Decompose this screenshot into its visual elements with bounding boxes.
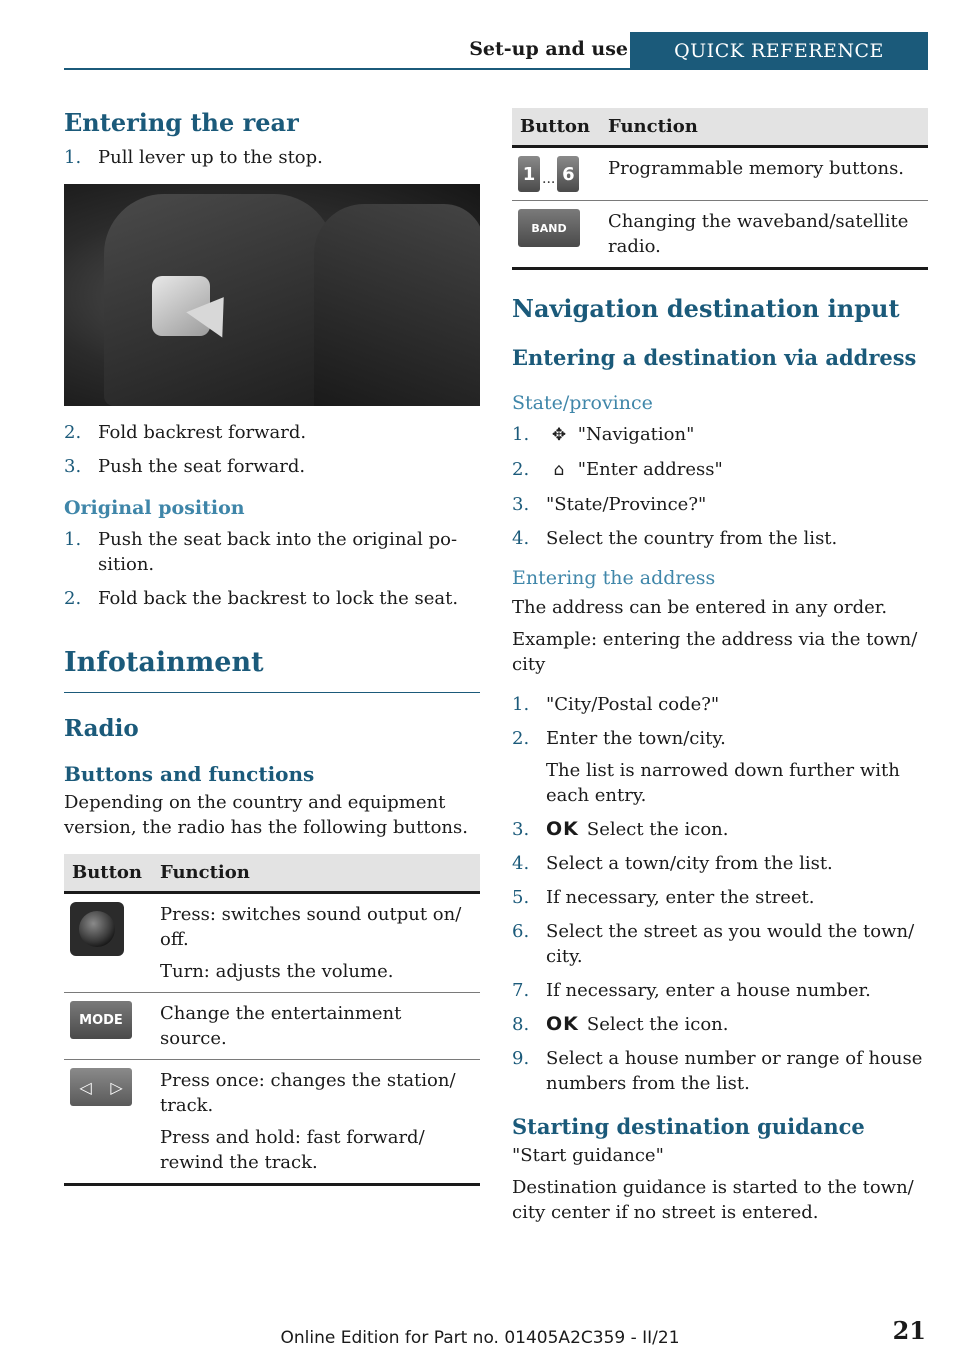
list-item: 2. Fold backrest forward. — [64, 422, 307, 443]
table-row: Press: switches sound output on/ off. Turn: adjusts the volume. — [64, 893, 480, 993]
list-item: 9. Select a house number or range of house numbers from the list. — [512, 1048, 923, 1094]
state-steps — [512, 422, 928, 551]
heading-original-position: Original position — [64, 497, 245, 519]
original-position-steps — [64, 527, 480, 611]
header-rule — [64, 68, 928, 70]
table-row: ◁ ▷ Press once: changes the station/ track. Press and hold: fast forward/ rewind the track. — [64, 1060, 480, 1185]
right-column — [512, 108, 928, 1225]
heading-start-guidance: Starting destination guidance — [512, 1114, 865, 1139]
list-item: 3. "State/Province?" — [512, 494, 707, 515]
seat-shape — [314, 204, 480, 406]
chapter-tab: QUICK REFERENCE — [630, 32, 928, 70]
radio-buttons-table — [64, 854, 480, 1186]
list-item: 3. Push the seat forward. — [64, 456, 306, 477]
memory-buttons-icon: 1 ... 6 — [518, 156, 592, 192]
guidance-paragraph: Destination guidance is started to the town/ city center if no street is entered. — [512, 1177, 914, 1223]
address-steps — [512, 692, 928, 1096]
list-item: 1. Push the seat back into the original po‐ sition. — [64, 529, 458, 575]
seek-back-icon: ◁ — [79, 1077, 92, 1097]
list-item: 1. ✥ "Navigation" — [512, 422, 928, 448]
entering-rear-steps — [64, 145, 480, 170]
list-item: 8. OK Select the icon. — [512, 1013, 729, 1035]
seek-forward-icon: ▷ — [110, 1077, 123, 1097]
section-title: Set-up and use — [469, 38, 628, 60]
volume-knob-icon — [70, 902, 124, 956]
enter-address-icon: ⌂ — [553, 460, 565, 480]
table-row: BAND Changing the waveband/satellite radio. — [512, 201, 928, 269]
left-column — [64, 108, 480, 1186]
list-item: 5. If necessary, enter the street. — [512, 887, 815, 908]
address-paragraph: The address can be entered in any order. — [512, 597, 888, 618]
heading-navigation-input: Navigation destination input — [512, 294, 900, 323]
address-example: Example: entering the address via the town/ city — [512, 629, 918, 675]
table-row: 1 ... 6 Programmable memory buttons. — [512, 147, 928, 201]
ok-icon: OK — [546, 1013, 579, 1035]
list-item: 1. Pull lever up to the stop. — [64, 147, 323, 168]
list-item: 2. Enter the town/city. The list is narrowed down further with each entry. — [512, 728, 900, 806]
table-header-button: Button — [512, 108, 600, 147]
table-header-function: Function — [600, 108, 928, 147]
list-item: 4. Select the country from the list. — [512, 528, 838, 549]
list-item: 2. ⌂ "Enter address" — [512, 457, 928, 483]
edition-text: Online Edition for Part no. 01405A2C359 - II/21 — [280, 1328, 680, 1348]
radio-intro: Depending on the country and equipment version, the radio has the following buttons. — [64, 792, 468, 838]
seat-lever-photo — [64, 184, 480, 406]
navigation-icon: ✥ — [551, 425, 567, 445]
table-header-button: Button — [64, 854, 152, 893]
table-row: MODE Change the entertainment source. — [64, 993, 480, 1060]
page-footer — [0, 1316, 960, 1356]
mode-button-icon: MODE — [70, 1001, 132, 1039]
table-header-function: Function — [152, 854, 480, 893]
page-header — [64, 32, 928, 70]
list-item: 6. Select the street as you would the town/ city. — [512, 921, 915, 967]
seek-arrows-icon — [70, 1068, 132, 1106]
heading-entering-address: Entering the address — [512, 567, 716, 589]
list-item: 3. OK Select the icon. — [512, 818, 729, 840]
page-number: 21 — [892, 1316, 926, 1345]
heading-destination-address: Entering a destination via address — [512, 345, 917, 370]
list-item: 7. If necessary, enter a house number. — [512, 980, 871, 1001]
entering-rear-steps-cont — [64, 420, 480, 479]
heading-state-province: State/province — [512, 392, 653, 414]
heading-entering-rear: Entering the rear — [64, 108, 299, 137]
list-item: 4. Select a town/city from the list. — [512, 853, 833, 874]
heading-buttons-functions: Buttons and functions — [64, 762, 315, 786]
radio-buttons-table-cont — [512, 108, 928, 270]
ok-icon: OK — [546, 818, 579, 840]
heading-radio: Radio — [64, 715, 139, 742]
heading-infotainment: Infotainment — [64, 647, 480, 693]
guidance-command: "Start guidance" — [512, 1145, 664, 1166]
list-item: 1. "City/Postal code?" — [512, 694, 720, 715]
list-item: 2. Fold back the backrest to lock the seat. — [64, 588, 459, 609]
band-button-icon: BAND — [518, 209, 580, 247]
